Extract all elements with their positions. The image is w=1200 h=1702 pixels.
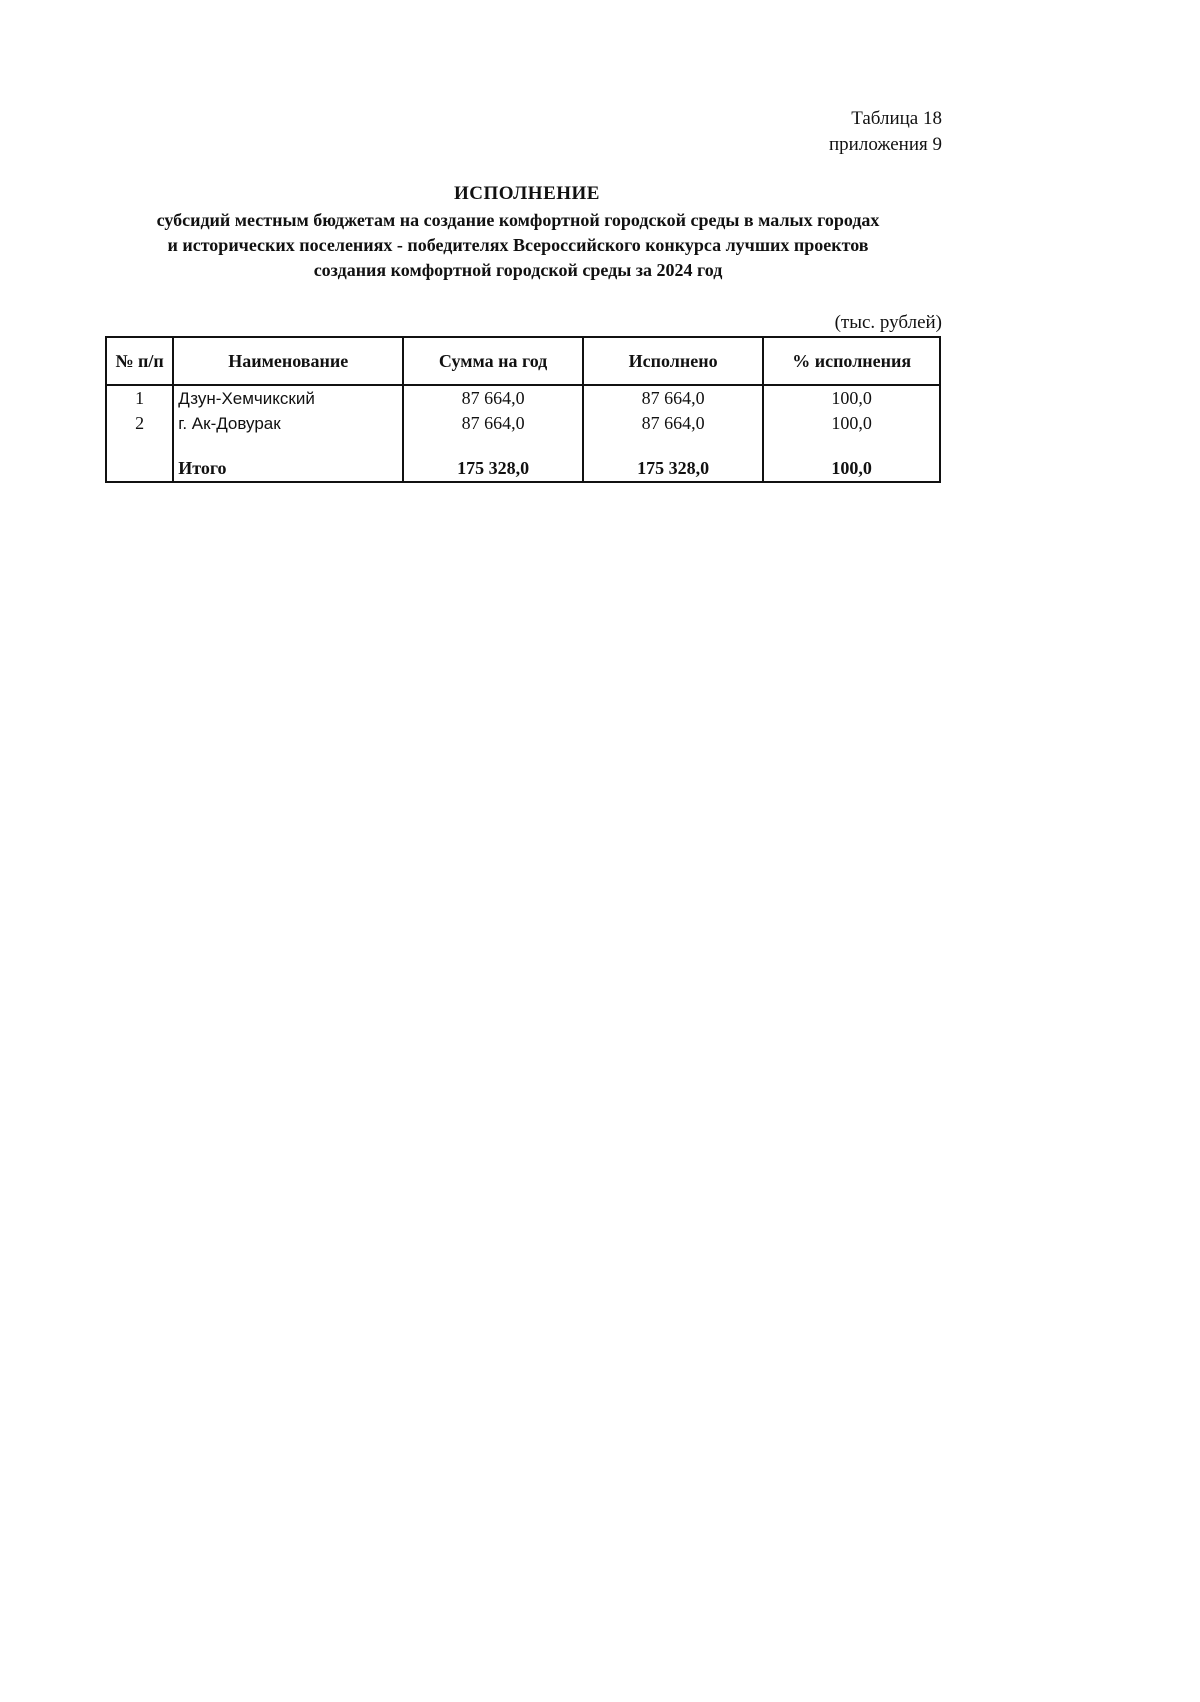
row-done: 87 664,0	[583, 385, 763, 411]
subtitle-line-2: и исторических поселениях - победителях Всероссийского конкурса лучших проектов	[167, 235, 869, 255]
total-pct: 100,0	[763, 456, 940, 482]
row-name: Дзун-Хемчикский	[173, 385, 403, 411]
row-pct: 100,0	[763, 385, 940, 411]
unit-label: (тыс. рублей)	[834, 312, 942, 333]
subtitle-line-1: субсидий местным бюджетам на создание комфортной городской среды в малых городах	[156, 210, 880, 230]
table-row	[106, 411, 940, 436]
row-done: 87 664,0	[583, 411, 763, 436]
table-header-row	[106, 337, 940, 385]
header-sum: Сумма на год	[403, 337, 583, 385]
total-row	[106, 456, 940, 482]
table-reference	[829, 106, 942, 158]
row-name: г. Ак-Довурак	[173, 411, 403, 436]
table-number: Таблица 18	[851, 108, 942, 129]
header-num: № п/п	[106, 337, 173, 385]
row-sum: 87 664,0	[403, 411, 583, 436]
header-done: Исполнено	[583, 337, 763, 385]
header-pct: % исполнения	[763, 337, 940, 385]
header-name: Наименование	[173, 337, 403, 385]
subtitle-line-3: создания комфортной городской среды за 2024 год	[313, 260, 723, 280]
document-subtitle	[100, 208, 936, 283]
total-sum: 175 328,0	[403, 456, 583, 482]
row-sum: 87 664,0	[403, 385, 583, 411]
spacer-row	[106, 436, 940, 456]
total-done: 175 328,0	[583, 456, 763, 482]
total-label: Итого	[173, 456, 403, 482]
table-row	[106, 385, 940, 411]
document-title: ИСПОЛНЕНИЕ	[454, 183, 600, 204]
execution-table	[105, 336, 941, 483]
row-num: 1	[106, 385, 173, 411]
row-pct: 100,0	[763, 411, 940, 436]
row-num: 2	[106, 411, 173, 436]
appendix-reference: приложения 9	[829, 134, 942, 155]
